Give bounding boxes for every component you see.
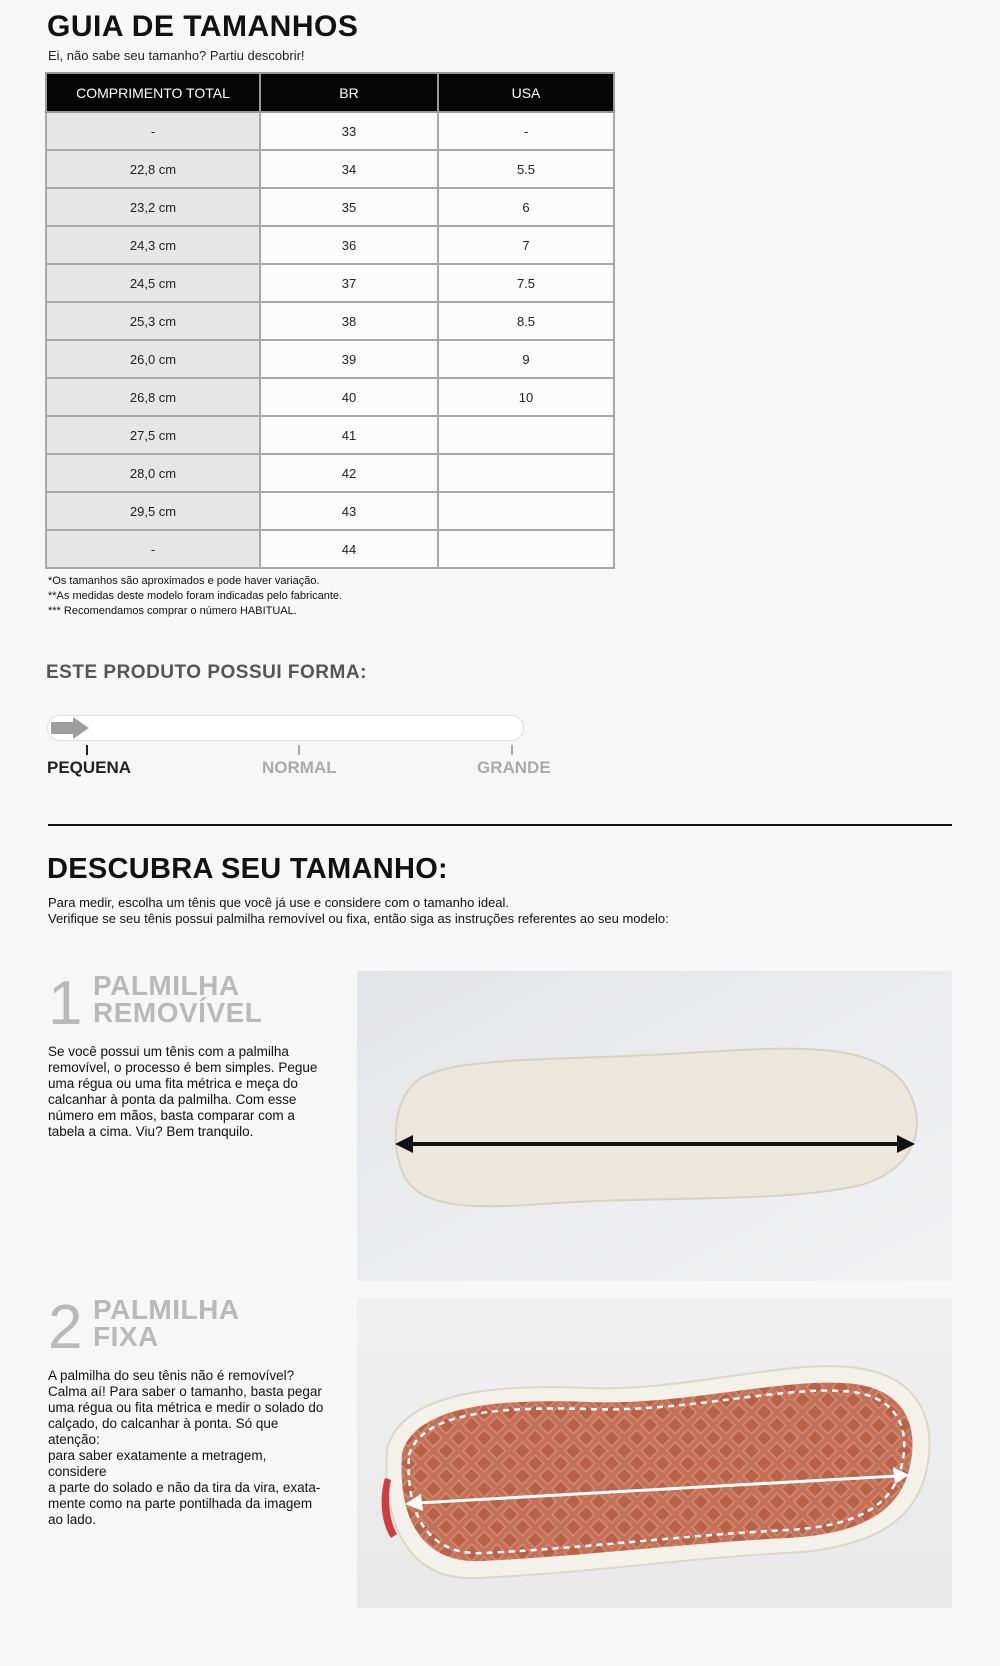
cell-usa: [438, 416, 614, 454]
intro-line-1: Para medir, escolha um tênis que você já use e considere com o tamanho ideal.: [48, 895, 510, 910]
size-table-header: [46, 73, 614, 112]
step-1-text-line: tabela a cima. Viu? Bem tranquilo.: [48, 1124, 254, 1139]
section-divider: [48, 824, 952, 826]
step-1-text-line: removível, o processo é bem simples. Pegue: [48, 1060, 318, 1075]
scale-tick-small: [86, 745, 88, 755]
step-2-title: [93, 1296, 240, 1350]
step-2-text-line: A palmilha do seu tênis não é removível?: [48, 1368, 295, 1383]
table-row: [46, 340, 614, 378]
cell-br: 34: [260, 150, 438, 188]
cell-length: 27,5 cm: [46, 416, 260, 454]
cell-length: 24,3 cm: [46, 226, 260, 264]
step-2-text-line: Calma aí! Para saber o tamanho, basta pegar: [48, 1384, 322, 1399]
cell-usa: 6: [438, 188, 614, 226]
table-row: [46, 378, 614, 416]
shape-slider-track: [47, 715, 524, 741]
cell-length: 26,8 cm: [46, 378, 260, 416]
cell-length: 22,8 cm: [46, 150, 260, 188]
page-subtitle: Ei, não sabe seu tamanho? Partiu descobrir!: [48, 48, 305, 63]
step-1-text-line: Se você possui um tênis com a palmilha: [48, 1044, 289, 1059]
cell-length: 26,0 cm: [46, 340, 260, 378]
cell-length: 29,5 cm: [46, 492, 260, 530]
cell-br: 39: [260, 340, 438, 378]
step-2-number: 2: [48, 1293, 83, 1362]
cell-br: 41: [260, 416, 438, 454]
table-row: [46, 150, 614, 188]
note-1: *Os tamanhos são aproximados e pode haver variação.: [48, 575, 320, 587]
cell-br: 40: [260, 378, 438, 416]
cell-length: -: [46, 530, 260, 568]
scale-label-normal: NORMAL: [262, 758, 337, 777]
cell-length: 25,3 cm: [46, 302, 260, 340]
step-2-text-line: mente como na parte pontilhada da imagem: [48, 1496, 313, 1511]
cell-usa: [438, 454, 614, 492]
cell-br: 35: [260, 188, 438, 226]
step-2-title-line-1: PALMILHA: [93, 1294, 240, 1325]
scale-tick-normal: [298, 745, 300, 755]
cell-br: 43: [260, 492, 438, 530]
cell-usa: 9: [438, 340, 614, 378]
cell-br: 36: [260, 226, 438, 264]
step-2-text-line: para saber exatamente a metragem, considere: [48, 1448, 267, 1479]
cell-usa: [438, 492, 614, 530]
scale-label-small: PEQUENA: [47, 758, 132, 777]
step-1-title-line-1: PALMILHA: [93, 970, 240, 1001]
note-2: **As medidas deste modelo foram indicadas pelo fabricante.: [48, 590, 343, 602]
step-1-number: 1: [48, 969, 83, 1038]
table-notes: [48, 574, 342, 619]
insole-illustration: [357, 971, 952, 1281]
cell-br: 38: [260, 302, 438, 340]
cell-usa: -: [438, 112, 614, 150]
size-table: [45, 72, 615, 569]
column-header-usa: USA: [438, 73, 614, 112]
step-1-title-line-2: REMOVÍVEL: [93, 997, 263, 1028]
step-2-text-line: ao lado.: [48, 1512, 97, 1527]
cell-br: 37: [260, 264, 438, 302]
removable-insole-photo: [357, 971, 952, 1281]
step-1-text-line: calcanhar à ponta da palmilha. Com esse: [48, 1092, 297, 1107]
cell-usa: 8.5: [438, 302, 614, 340]
table-row: [46, 454, 614, 492]
cell-usa: 7: [438, 226, 614, 264]
step-2-text-line: calçado, do calcanhar à ponta. Só que atenção:: [48, 1416, 279, 1447]
cell-length: 23,2 cm: [46, 188, 260, 226]
table-row: [46, 226, 614, 264]
step-1-text-line: uma régua ou uma fita métrica e meça do: [48, 1076, 298, 1091]
page-title: GUIA DE TAMANHOS: [47, 10, 359, 43]
cell-br: 44: [260, 530, 438, 568]
cell-usa: 7.5: [438, 264, 614, 302]
table-row: [46, 530, 614, 568]
table-row: [46, 416, 614, 454]
cell-usa: 10: [438, 378, 614, 416]
cell-br: 42: [260, 454, 438, 492]
insole-shape: [396, 1049, 917, 1207]
column-header-br: BR: [260, 73, 438, 112]
step-2-title-line-2: FIXA: [93, 1321, 159, 1352]
cell-length: 28,0 cm: [46, 454, 260, 492]
table-row: [46, 112, 614, 150]
table-row: [46, 492, 614, 530]
step-2-text-line: uma régua ou fita métrica e medir o solado do: [48, 1400, 324, 1415]
sole-illustration: [357, 1298, 952, 1608]
step-2-text: [48, 1368, 328, 1528]
cell-usa: [438, 530, 614, 568]
shape-title: ESTE PRODUTO POSSUI FORMA:: [46, 662, 367, 683]
cell-length: -: [46, 112, 260, 150]
cell-length: 24,5 cm: [46, 264, 260, 302]
intro-line-2: Verifique se seu tênis possui palmilha removível ou fixa, então siga as instruções referentes ao seu modelo:: [48, 911, 669, 926]
discover-intro: [48, 895, 669, 927]
cell-usa: 5.5: [438, 150, 614, 188]
scale-label-large: GRANDE: [477, 758, 551, 777]
note-3: *** Recomendamos comprar o número HABITUAL.: [48, 605, 297, 617]
shape-indicator-arrow-icon: [49, 717, 91, 739]
step-2-text-line: a parte do solado e não da tira da vira, exata-: [48, 1480, 321, 1495]
table-row: [46, 264, 614, 302]
step-1-text-line: número em mãos, basta comparar com a: [48, 1108, 295, 1123]
table-row: [46, 302, 614, 340]
step-1-title: [93, 972, 262, 1026]
discover-title: DESCUBRA SEU TAMANHO:: [47, 853, 449, 885]
table-row: [46, 188, 614, 226]
scale-tick-large: [511, 745, 513, 755]
fixed-insole-sole-photo: [357, 1298, 952, 1608]
column-header-length: COMPRIMENTO TOTAL: [46, 73, 260, 112]
step-1-text: [48, 1044, 328, 1140]
cell-br: 33: [260, 112, 438, 150]
